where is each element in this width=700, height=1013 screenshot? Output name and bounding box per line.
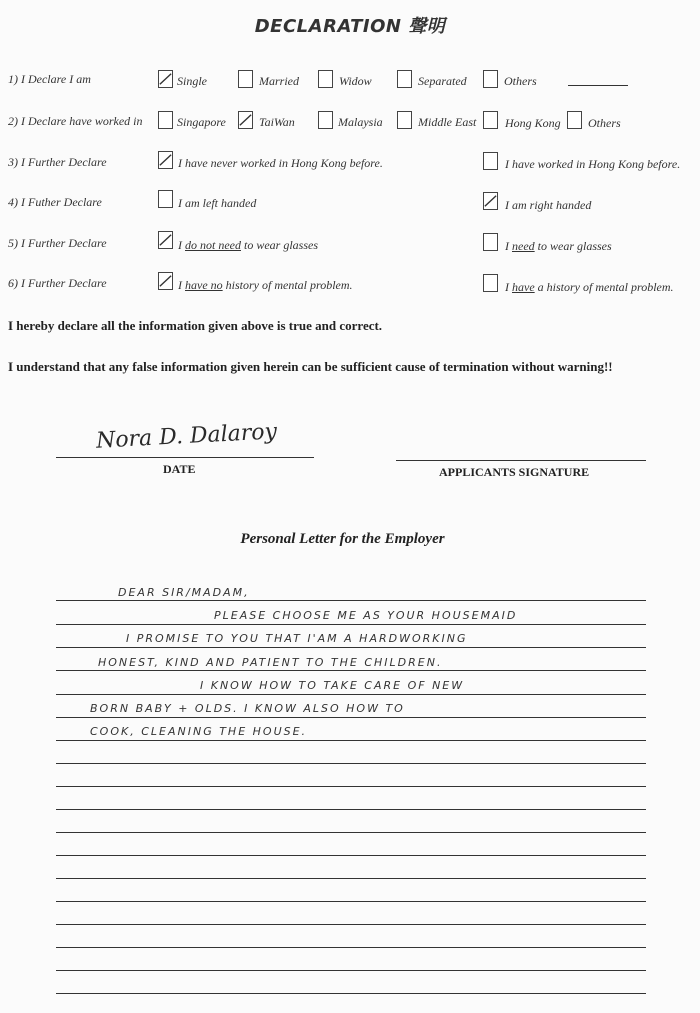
letter-rule-line	[56, 740, 646, 741]
checkbox-left-handed[interactable]	[158, 190, 173, 208]
letter-rule-line	[56, 809, 646, 810]
row-2-label: 2) I Declare have worked in	[8, 114, 143, 128]
letter-rule-line	[56, 947, 646, 948]
option-widow-label: Widow	[339, 74, 372, 88]
letter-rule-line	[56, 832, 646, 833]
checkbox-others-status[interactable]	[483, 70, 498, 88]
letter-rule-line	[56, 786, 646, 787]
letter-rule-line	[56, 993, 646, 994]
option-single-label: Single	[177, 74, 207, 88]
declaration-true-statement: I hereby declare all the information given above is true and correct.	[8, 318, 383, 333]
letter-rule-line	[56, 694, 646, 695]
letter-line: I KNOW HOW TO TAKE CARE OF NEW	[200, 679, 465, 692]
row-4-label: 4) I Futher Declare	[8, 195, 102, 209]
checkbox-malaysia[interactable]	[318, 111, 333, 129]
letter-rule-line	[56, 763, 646, 764]
letter-rule-line	[56, 924, 646, 925]
option-separated-label: Separated	[418, 74, 467, 88]
checkbox-married[interactable]	[238, 70, 253, 88]
check-mark-icon	[484, 193, 497, 209]
option-never-worked-hk-label: I have never worked in Hong Kong before.	[178, 156, 383, 170]
letter-line: BORN BABY + OLDS. I KNOW ALSO HOW TO	[90, 702, 405, 715]
letter-line: I PROMISE TO YOU THAT I'AM A HARDWORKING	[126, 632, 468, 645]
letter-line: DEAR SIR/MADAM,	[118, 586, 250, 599]
option-mental-history-label: I have a history of mental problem.	[505, 280, 674, 294]
row-3-label: 3) I Further Declare	[8, 155, 107, 169]
checkbox-hong-kong[interactable]	[483, 111, 498, 129]
letter-rule-line	[56, 717, 646, 718]
checkbox-no-mental-history[interactable]	[158, 272, 173, 290]
check-mark-icon	[159, 152, 172, 168]
check-mark-icon	[159, 71, 172, 87]
checkbox-others-country[interactable]	[567, 111, 582, 129]
letter-rule-line	[56, 600, 646, 601]
checkbox-taiwan[interactable]	[238, 111, 253, 129]
option-hong-kong-label: Hong Kong	[505, 116, 561, 130]
checkbox-singapore[interactable]	[158, 111, 173, 129]
option-left-handed-label: I am left handed	[178, 196, 257, 210]
signature-line[interactable]	[396, 460, 646, 461]
option-others-country-label: Others	[588, 116, 621, 130]
checkbox-single[interactable]	[158, 70, 173, 88]
letter-rule-line	[56, 855, 646, 856]
option-married-label: Married	[259, 74, 299, 88]
page-title: DECLARATION 聲明	[254, 16, 446, 37]
option-worked-hk-label: I have worked in Hong Kong before.	[505, 157, 681, 171]
letter-line: COOK, CLEANING THE HOUSE.	[90, 725, 308, 738]
checkbox-separated[interactable]	[397, 70, 412, 88]
checkbox-worked-hk[interactable]	[483, 152, 498, 170]
applicant-signature-label: APPLICANTS SIGNATURE	[439, 465, 590, 479]
option-taiwan-label: TaiWan	[259, 115, 295, 129]
option-need-glasses-label: I need to wear glasses	[505, 239, 612, 253]
letter-rule-line	[56, 647, 646, 648]
checkbox-no-glasses[interactable]	[158, 231, 173, 249]
checkbox-never-worked-hk[interactable]	[158, 151, 173, 169]
option-no-mental-history-label: I have no history of mental problem.	[178, 278, 353, 292]
option-others-status-label: Others	[504, 74, 537, 88]
handwritten-signature: Nora D. Dalaroy	[95, 419, 278, 454]
letter-rule-line	[56, 878, 646, 879]
letter-line: PLEASE CHOOSE ME AS YOUR HOUSEMAID	[214, 609, 518, 622]
row-5-label: 5) I Further Declare	[8, 236, 107, 250]
check-mark-icon	[159, 232, 172, 248]
option-no-glasses-label: I do not need to wear glasses	[178, 238, 319, 252]
others-fill-line[interactable]	[568, 85, 628, 86]
date-label: DATE	[163, 462, 196, 476]
row-6-label: 6) I Further Declare	[8, 276, 107, 290]
letter-rule-line	[56, 970, 646, 971]
false-info-warning: I understand that any false information given herein can be sufficient cause of termination without warning!!	[8, 359, 613, 374]
letter-rule-line	[56, 901, 646, 902]
check-mark-icon	[159, 273, 172, 289]
checkbox-need-glasses[interactable]	[483, 233, 498, 251]
letter-line: HONEST, KIND AND PATIENT TO THE CHILDREN.	[98, 656, 443, 669]
letter-title: Personal Letter for the Employer	[240, 531, 445, 547]
letter-rule-line	[56, 624, 646, 625]
checkbox-middle-east[interactable]	[397, 111, 412, 129]
row-1-label: 1) I Declare I am	[8, 72, 91, 86]
option-middle-east-label: Middle East	[418, 115, 477, 129]
option-singapore-label: Singapore	[177, 115, 226, 129]
check-mark-icon	[239, 112, 252, 128]
letter-rule-line	[56, 670, 646, 671]
date-line[interactable]	[56, 457, 314, 458]
option-malaysia-label: Malaysia	[338, 115, 383, 129]
checkbox-mental-history[interactable]	[483, 274, 498, 292]
checkbox-widow[interactable]	[318, 70, 333, 88]
option-right-handed-label: I am right handed	[505, 198, 592, 212]
checkbox-right-handed[interactable]	[483, 192, 498, 210]
